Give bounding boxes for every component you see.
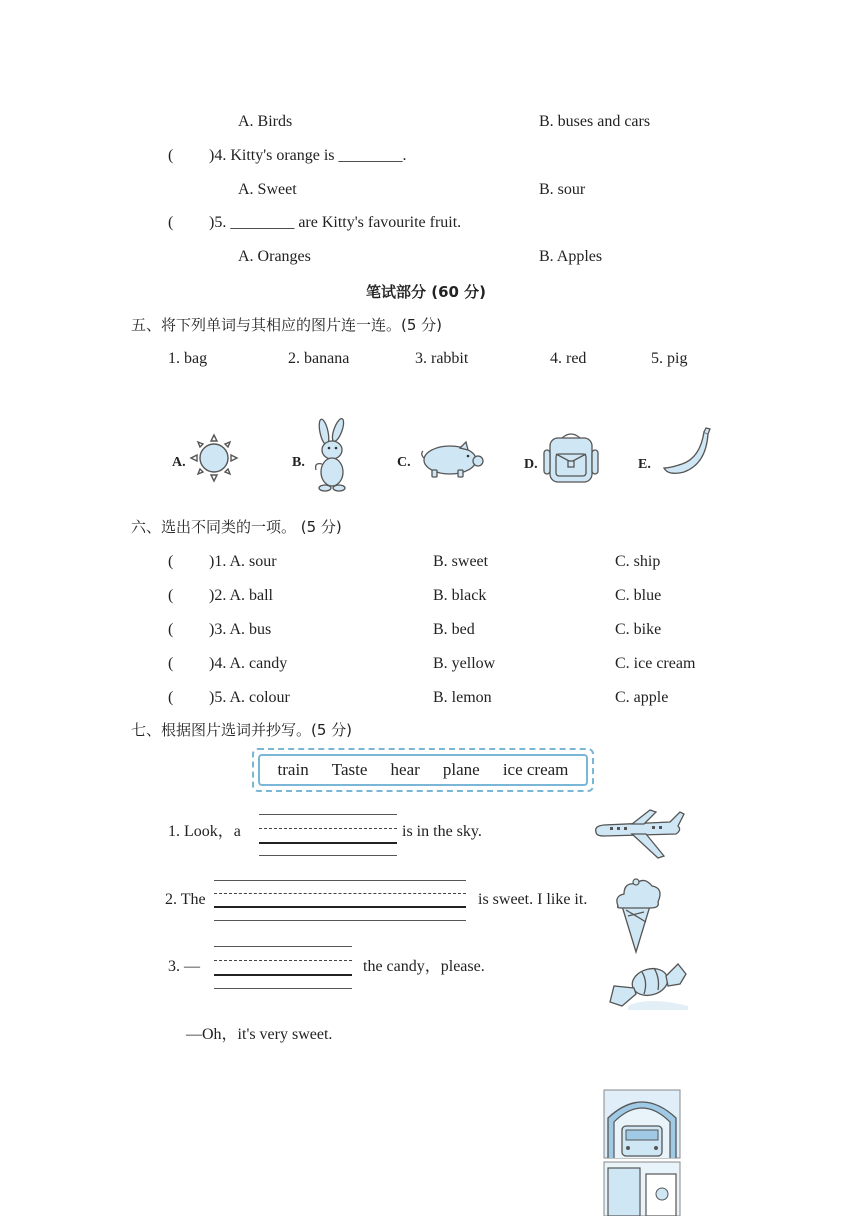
section5-title: 五、将下列单词与其相应的图片连一连。(5 分): [131, 316, 443, 334]
copy-q3-after: the candy，please.: [363, 958, 485, 975]
banana-icon: [660, 428, 716, 478]
q3-option-b: B. buses and cars: [539, 113, 651, 130]
q5-paren: (: [168, 214, 174, 231]
q5-option-b: B. Apples: [539, 248, 603, 265]
word-bank-item: hear: [390, 760, 420, 779]
copy-q1-after: is in the sky.: [402, 823, 482, 840]
sun-icon: [188, 432, 240, 484]
match-word-5: 5. pig: [651, 350, 688, 367]
odd-one-option-1a: )1. A. sour: [209, 553, 277, 570]
odd-one-option-3b: B. bed: [433, 621, 475, 638]
ice-cream-icon: [614, 876, 670, 954]
q4-option-b: B. sour: [539, 181, 586, 198]
copy-q1-before: 1. Look，a: [168, 823, 241, 840]
train-icon: [604, 1090, 682, 1216]
odd-one-option-5c: C. apple: [615, 689, 669, 706]
odd-one-option-2b: B. black: [433, 587, 487, 604]
odd-one-option-1c: C. ship: [615, 553, 661, 570]
copy-q2-before: 2. The: [165, 891, 206, 908]
pig-icon: [418, 440, 486, 480]
rabbit-icon: [308, 418, 356, 494]
odd-one-paren-1: (: [168, 553, 174, 570]
odd-one-option-3a: )3. A. bus: [209, 621, 272, 638]
copy-q3-reply: —Oh，it's very sweet.: [186, 1026, 333, 1043]
picture-letter-e: E.: [638, 457, 651, 472]
odd-one-option-4a: )4. A. candy: [209, 655, 288, 672]
q5-option-a: A. Oranges: [238, 248, 311, 265]
picture-letter-c: C.: [397, 455, 411, 470]
copy-q2-after: is sweet. I like it.: [478, 891, 588, 908]
q4-paren: (: [168, 147, 174, 164]
match-word-1: 1. bag: [168, 350, 208, 367]
picture-letter-a: A.: [172, 455, 186, 470]
q5-stem: )5. ________ are Kitty's favourite fruit.: [209, 214, 462, 231]
word-bank-item: ice cream: [502, 760, 569, 779]
odd-one-option-5b: B. lemon: [433, 689, 492, 706]
odd-one-option-2c: C. blue: [615, 587, 662, 604]
word-bank-item: Taste: [331, 760, 368, 779]
copy-q3-before: 3. —: [168, 958, 200, 975]
schoolbag-icon: [542, 430, 600, 486]
odd-one-paren-2: (: [168, 587, 174, 604]
picture-letter-b: B.: [292, 455, 305, 470]
candy-icon: [608, 960, 690, 1012]
word-bank-box: [252, 748, 594, 792]
odd-one-paren-3: (: [168, 621, 174, 638]
odd-one-option-4b: B. yellow: [433, 655, 496, 672]
word-bank-item: plane: [442, 760, 480, 779]
match-word-3: 3. rabbit: [415, 350, 469, 367]
q4-stem: )4. Kitty's orange is ________.: [209, 147, 407, 164]
odd-one-option-2a: )2. A. ball: [209, 587, 273, 604]
odd-one-option-4c: C. ice cream: [615, 655, 696, 672]
word-bank-item: train: [277, 760, 309, 779]
section6-title: 六、选出不同类的一项。 (5 分): [131, 518, 342, 536]
odd-one-option-3c: C. bike: [615, 621, 662, 638]
plane-icon: [592, 810, 688, 864]
q3-option-a: A. Birds: [238, 113, 293, 130]
odd-one-option-5a: )5. A. colour: [209, 689, 290, 706]
section7-title: 七、根据图片选词并抄写。(5 分): [131, 721, 353, 739]
odd-one-paren-5: (: [168, 689, 174, 706]
q4-option-a: A. Sweet: [238, 181, 297, 198]
picture-letter-d: D.: [524, 457, 538, 472]
odd-one-paren-4: (: [168, 655, 174, 672]
match-word-4: 4. red: [550, 350, 587, 367]
written-section-heading: 笔试部分 (60 分): [366, 283, 487, 301]
match-word-2: 2. banana: [288, 350, 350, 367]
odd-one-option-1b: B. sweet: [433, 553, 489, 570]
